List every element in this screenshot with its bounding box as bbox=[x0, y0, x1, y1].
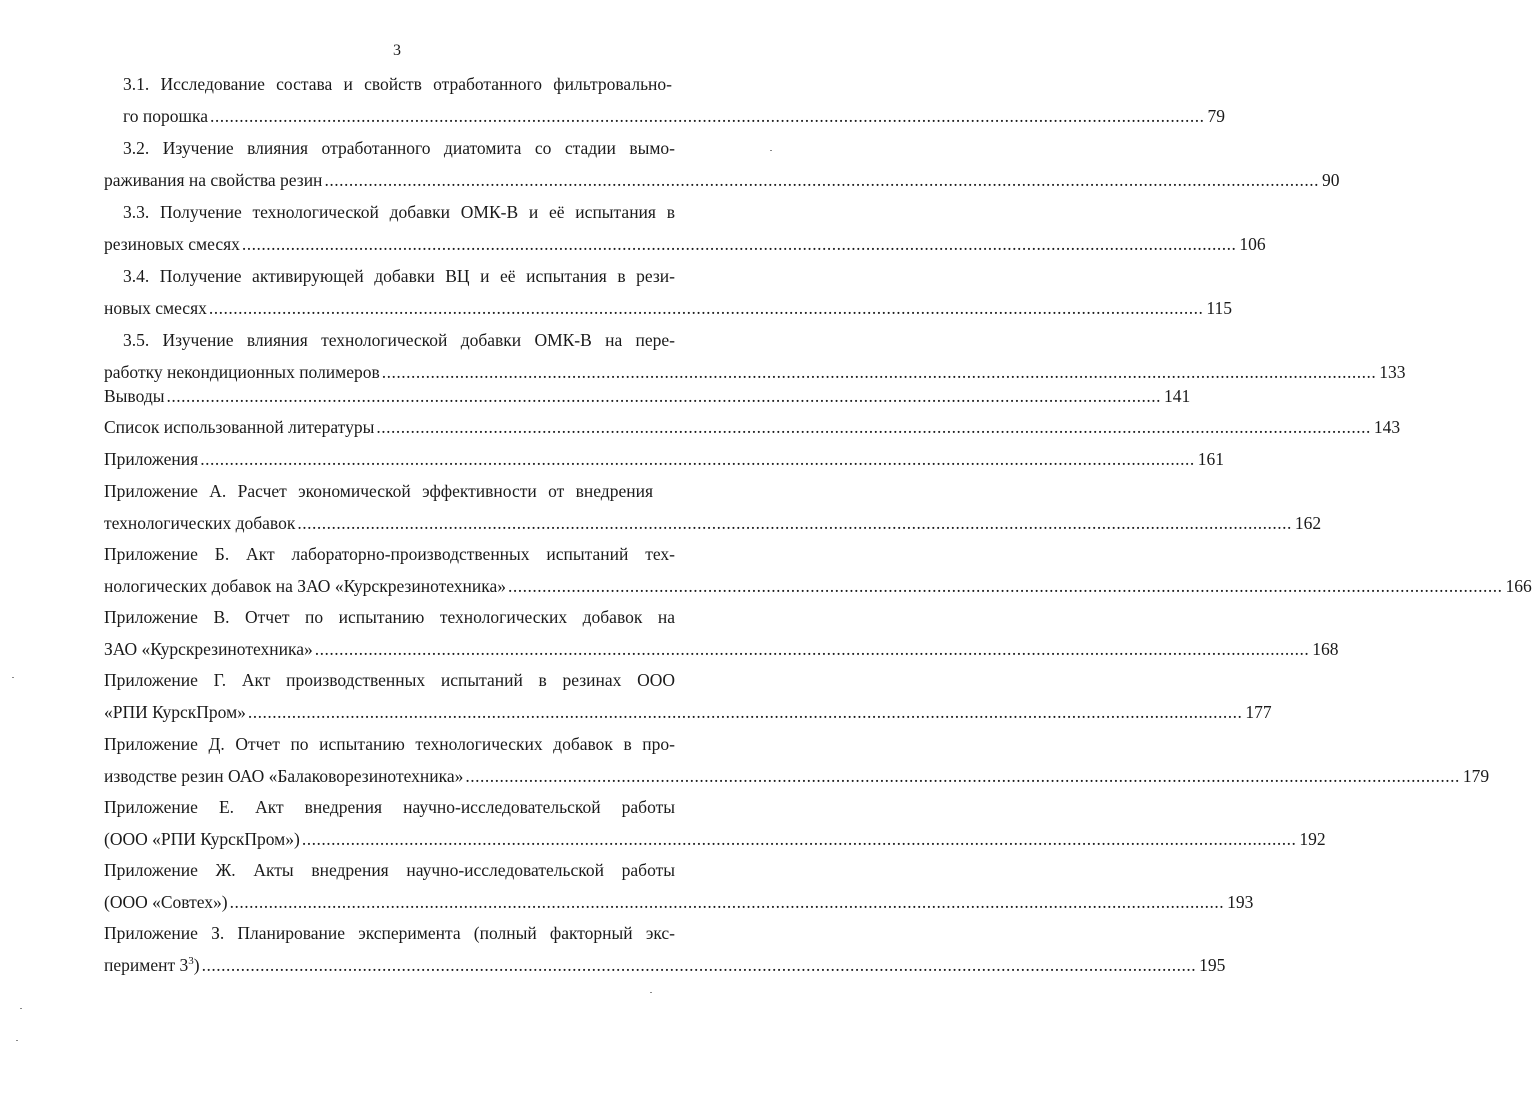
entry-heading-line: Приложение В. Отчет по испытанию технологических добавок на bbox=[104, 607, 675, 627]
entry-heading-continuation bbox=[104, 292, 1232, 324]
entry-heading-continuation bbox=[104, 507, 1322, 539]
dot-leader: ............................................................................................................................................................................................................ bbox=[465, 766, 1460, 786]
entry-heading-line: Приложение Д. Отчет по испытанию технологических добавок в про- bbox=[104, 734, 675, 754]
page-ref: 143 bbox=[1373, 417, 1401, 437]
dot-leader: ............................................................................................................................................................................................................ bbox=[324, 170, 1319, 190]
entry-heading-line: 3.5. Изучение влияния технологической добавки ОМК-В на пере- bbox=[123, 330, 675, 350]
dot-leader: ............................................................................................................................................................................................................ bbox=[200, 449, 1195, 469]
entry-heading-continuation bbox=[123, 100, 1225, 132]
entry-title bbox=[104, 949, 200, 981]
entry-title-tail: ) bbox=[193, 955, 200, 975]
dot-leader: ............................................................................................................................................................................................................ bbox=[314, 639, 1310, 659]
page-ref: 166 bbox=[1505, 576, 1532, 596]
entry-heading-line: Приложение Ж. Акты внедрения научно-исследовательской работы bbox=[104, 860, 675, 880]
entry-heading-line: Приложение З. Планирование эксперимента (полный факторный экс- bbox=[104, 923, 675, 943]
dot-leader: ............................................................................................................................................................................................................ bbox=[208, 298, 1204, 318]
entry-title-text: перимент 3 bbox=[104, 955, 189, 975]
dot-leader: ............................................................................................................................................................................................................ bbox=[166, 386, 1161, 406]
page-ref: 195 bbox=[1199, 955, 1226, 975]
entry-heading-line: 3.2. Изучение влияния отработанного диатомита со стадии вымо- bbox=[123, 138, 675, 158]
entry-single-line bbox=[104, 443, 1224, 475]
page-ref: 162 bbox=[1294, 513, 1322, 533]
scan-speck bbox=[12, 677, 14, 678]
entry-title: (ООО «РПИ КурскПром») bbox=[104, 829, 300, 849]
entry-title: работку некондиционных полимеров bbox=[104, 362, 380, 382]
dot-leader: ............................................................................................................................................................................................................ bbox=[508, 576, 1503, 596]
page-ref: 79 bbox=[1207, 106, 1225, 126]
entry-heading-continuation bbox=[104, 228, 1266, 260]
entry-title: Приложения bbox=[104, 449, 199, 469]
entry-single-line bbox=[104, 380, 1191, 412]
dot-leader: ............................................................................................................................................................................................................ bbox=[209, 106, 1205, 126]
page-ref: 133 bbox=[1379, 362, 1406, 382]
dot-leader: ............................................................................................................................................................................................................ bbox=[376, 417, 1371, 437]
entry-heading-continuation bbox=[104, 696, 1272, 728]
page-ref: 115 bbox=[1206, 298, 1232, 318]
entry-heading-line: Приложение Е. Акт внедрения научно-исследовательской работы bbox=[104, 797, 675, 817]
dot-leader: ............................................................................................................................................................................................................ bbox=[229, 892, 1225, 912]
entry-heading-line: Приложение Г. Акт производственных испытаний в резинах ООО bbox=[104, 670, 675, 690]
scan-speck bbox=[650, 992, 652, 993]
entry-title: раживания на свойства резин bbox=[104, 170, 323, 190]
page-ref: 90 bbox=[1321, 170, 1340, 190]
entry-heading-line: 3.1. Исследование состава и свойств отработанного фильтровально- bbox=[123, 74, 672, 94]
entry-title: Выводы bbox=[104, 386, 165, 406]
entry-heading-line: 3.4. Получение активирующей добавки ВЦ и её испытания в рези- bbox=[123, 266, 675, 286]
dot-leader: ............................................................................................................................................................................................................ bbox=[247, 702, 1243, 722]
entry-title: изводстве резин ОАО «Балаковорезинотехника» bbox=[104, 766, 464, 786]
page-ref: 193 bbox=[1227, 892, 1254, 912]
entry-title: новых смесях bbox=[104, 298, 207, 318]
entry-title: технологических добавок bbox=[104, 513, 296, 533]
page-ref: 106 bbox=[1239, 234, 1266, 254]
entry-single-line bbox=[104, 411, 1401, 443]
page-ref: 168 bbox=[1312, 639, 1339, 659]
entry-heading-continuation bbox=[104, 949, 1226, 981]
superscript: 3 bbox=[188, 955, 194, 967]
entry-heading-line: Приложение А. Расчет экономической эффективности от внедрения bbox=[104, 481, 653, 501]
entry-heading-continuation bbox=[104, 633, 1339, 665]
entry-title: Список использованной литературы bbox=[104, 417, 375, 437]
entry-title: (ООО «Совтех») bbox=[104, 892, 228, 912]
scan-speck bbox=[20, 1008, 22, 1009]
entry-heading-continuation bbox=[104, 760, 1490, 792]
entry-heading-continuation bbox=[104, 164, 1340, 196]
entry-heading-continuation bbox=[104, 570, 1532, 602]
entry-title: «РПИ КурскПром» bbox=[104, 702, 246, 722]
entry-heading-continuation bbox=[104, 823, 1326, 855]
page-ref: 141 bbox=[1163, 386, 1191, 406]
page-ref: 192 bbox=[1299, 829, 1326, 849]
entry-title: нологических добавок на ЗАО «Курскрезинотехника» bbox=[104, 576, 507, 596]
page-ref: 179 bbox=[1462, 766, 1490, 786]
scan-speck bbox=[16, 1040, 18, 1041]
dot-leader: ............................................................................................................................................................................................................ bbox=[301, 829, 1297, 849]
entry-title: ЗАО «Курскрезинотехника» bbox=[104, 639, 313, 659]
page-number: 3 bbox=[393, 42, 401, 59]
page-ref: 161 bbox=[1197, 449, 1224, 469]
entry-heading-line: 3.3. Получение технологической добавки ОМК-В и её испытания в bbox=[123, 202, 675, 222]
dot-leader: ............................................................................................................................................................................................................ bbox=[381, 362, 1377, 382]
entry-heading-continuation bbox=[104, 886, 1254, 918]
entry-title: го порошка bbox=[123, 106, 208, 126]
dot-leader: ............................................................................................................................................................................................................ bbox=[201, 955, 1197, 975]
scan-speck bbox=[770, 150, 772, 151]
entry-title: резиновых смесях bbox=[104, 234, 240, 254]
dot-leader: ............................................................................................................................................................................................................ bbox=[297, 513, 1292, 533]
entry-heading-line: Приложение Б. Акт лабораторно-производственных испытаний тех- bbox=[104, 544, 675, 564]
page-ref: 177 bbox=[1245, 702, 1272, 722]
dot-leader: ............................................................................................................................................................................................................ bbox=[241, 234, 1237, 254]
